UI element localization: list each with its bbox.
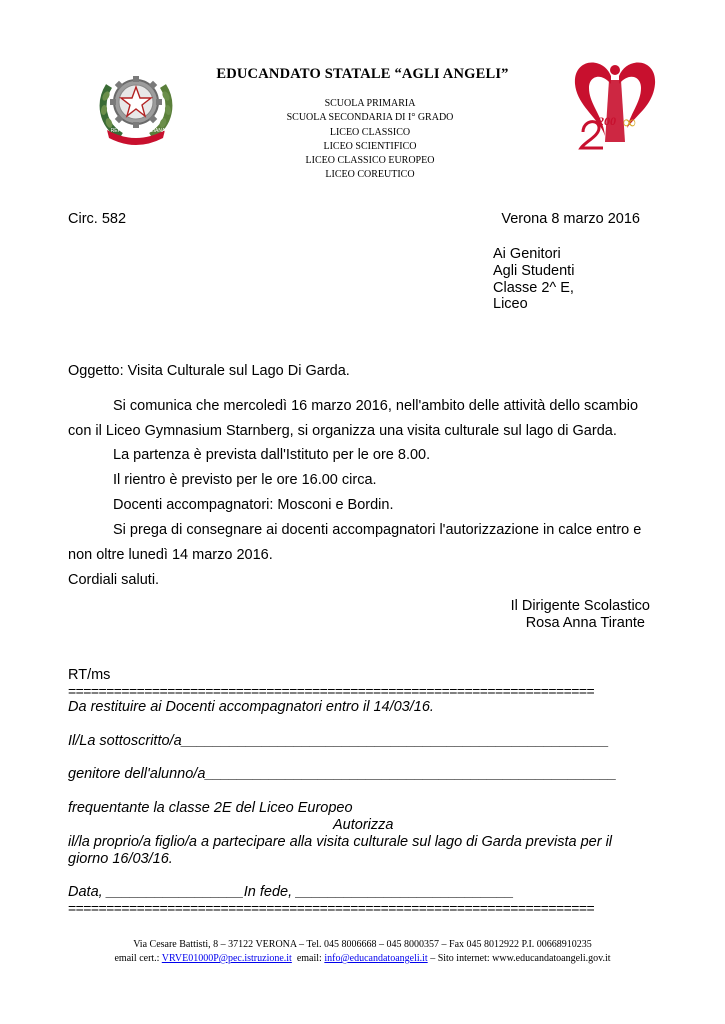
website-text: – Sito internet: www.educandatoangeli.gov.it <box>427 953 611 964</box>
school-list-item: LICEO COREUTICO <box>325 169 415 181</box>
school-name: EDUCANDATO STATALE “AGLI ANGELI” <box>216 66 509 82</box>
school-list <box>0 97 725 183</box>
anniversary-number: 200 <box>598 114 616 128</box>
authorizes-label: Autorizza <box>333 817 394 833</box>
recipient-line: Agli Studenti <box>493 262 575 279</box>
date-sign-field[interactable]: Data, _________________In fede, ___________________________ <box>68 884 514 900</box>
recipients <box>493 246 574 313</box>
teachers-line: Docenti accompagnatori: Mosconi e Bordin. <box>113 497 394 513</box>
request-line: Si prega di consegnare ai docenti accompagnatori l'autorizzazione in calce entro e <box>113 522 642 538</box>
permission-line: il/la proprio/a figlio/a a partecipare alla visita culturale sul lago di Garda prevista per il <box>68 834 613 850</box>
footer-address: Via Cesare Battisti, 8 – 37122 VERONA – Tel. 045 8006668 – 045 8000357 – Fax 045 8012922 P.I. 00668910235 <box>133 939 592 950</box>
recipient-line: Classe 2^ E, <box>493 279 574 296</box>
subject-line: Oggetto: Visita Culturale sul Lago Di Garda. <box>68 363 350 379</box>
school-list-item: SCUOLA SECONDARIA DI I° GRADO <box>286 112 454 124</box>
cert-email-label: email cert.: <box>114 953 162 964</box>
return-note: Da restituire ai Docenti accompagnatori entro il 14/03/16. <box>68 699 434 715</box>
separator-line: ===================================================================== <box>68 683 595 699</box>
request-line: non oltre lunedì 14 marzo 2016. <box>68 547 273 563</box>
body-paragraph-line: Si comunica che mercoledì 16 marzo 2016, nell'ambito delle attività dello scambio <box>113 398 639 414</box>
cert-email-link[interactable]: VRVE01000P@pec.istruzione.it <box>161 953 292 964</box>
signer-role: Il Dirigente Scolastico <box>510 598 650 614</box>
body-paragraph-line: con il Liceo Gymnasium Starnberg, si organizza una visita culturale sul lago di Garda. <box>68 423 617 439</box>
email-label: email: <box>291 953 325 964</box>
separator-line: ===================================================================== <box>68 900 595 916</box>
return-line: Il rientro è previsto per le ore 16.00 circa. <box>113 472 377 488</box>
school-list-item: SCUOLA PRIMARIA <box>324 98 416 109</box>
closing-line: Cordiali saluti. <box>68 572 160 588</box>
school-list-item: LICEO SCIENTIFICO <box>323 140 417 152</box>
footer-contacts <box>0 953 725 964</box>
place-date: Verona 8 marzo 2016 <box>501 211 640 227</box>
signer-name: Rosa Anna Tirante <box>525 615 645 631</box>
parent-of-field[interactable]: genitore dell'alunno/a___________________________________________________ <box>68 766 617 782</box>
emblem-ribbon-text: REPUBBLICA ITALIANA <box>110 128 166 134</box>
school-list-item: LICEO CLASSICO EUROPEO <box>305 155 435 167</box>
permission-line: giorno 16/03/16. <box>68 851 173 867</box>
email-link[interactable]: info@educandatoangeli.it <box>324 953 428 964</box>
recipient-line: Liceo <box>493 296 528 313</box>
circular-number: Circ. 582 <box>68 211 127 227</box>
anniversary-infinity-mark: ∞ <box>623 112 636 132</box>
school-list-item: LICEO CLASSICO <box>329 126 411 138</box>
undersigned-field[interactable]: Il/La sottoscritto/a_____________________________________________________ <box>68 733 610 749</box>
initials: RT/ms <box>68 667 111 683</box>
class-line: frequentante la classe 2E del Liceo Europeo <box>68 800 353 816</box>
recipient-line: Ai Genitori <box>493 246 561 262</box>
departure-line: La partenza è prevista dall'Istituto per le ore 8.00. <box>113 447 431 463</box>
